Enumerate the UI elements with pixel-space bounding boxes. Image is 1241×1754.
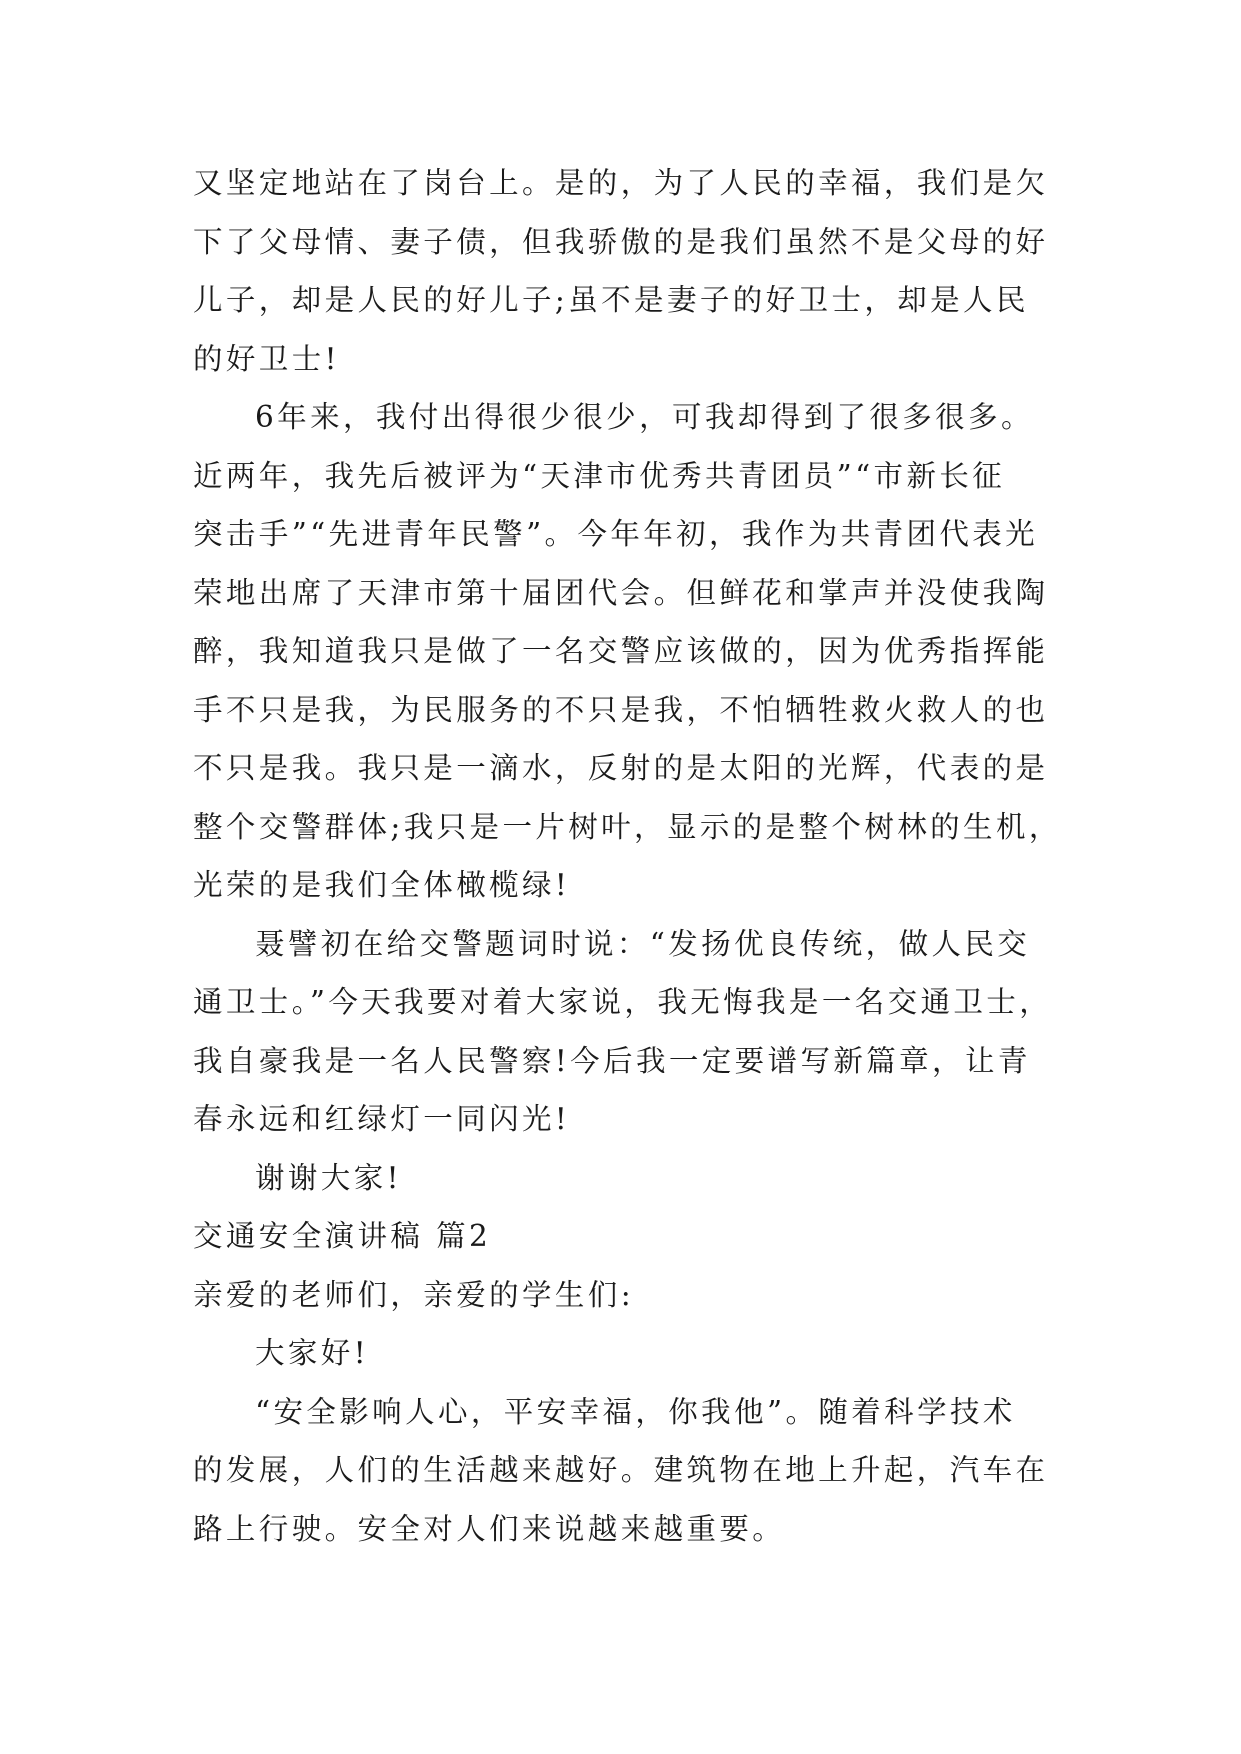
text-line: 的发展，人们的生活越来越好。建筑物在地上升起，汽车在 [193, 1453, 1049, 1487]
greeting: 大家好! [255, 1336, 369, 1370]
text-line: 整个交警群体;我只是一片树叶，显示的是整个树林的生机， [193, 809, 1062, 844]
text-line: 儿子，却是人民的好儿子;虽不是妻子的好卫士，却是人民 [193, 283, 1029, 317]
text-line: 荣地出席了天津市第十届团代会。但鲜花和掌声并没使我陶 [193, 575, 1049, 610]
text-line: 突击手”“先进青年民警”。今年年初，我作为共青团代表光 [193, 517, 1039, 551]
text-line: 通卫士。”今天我要对着大家说，我无悔我是一名交通卫士， [193, 985, 1053, 1019]
section-heading: 交通安全演讲稿 篇2 [193, 1219, 492, 1253]
text-line: 谢谢大家! [255, 1160, 402, 1195]
text-line: “安全影响人心，平安幸福，你我他”。随着科学技术 [255, 1394, 1016, 1429]
text-line: 醉，我知道我只是做了一名交警应该做的，因为优秀指挥能 [193, 634, 1049, 668]
text-line: 近两年，我先后被评为“天津市优秀共青团员”“市新长征 [193, 458, 1006, 493]
text-line: 春永远和红绿灯一同闪光! [193, 1102, 571, 1136]
text-line: 聂譬初在给交警题词时说：“发扬优良传统，做人民交 [255, 926, 1031, 961]
text-line: 不只是我。我只是一滴水，反射的是太阳的光辉，代表的是 [193, 751, 1049, 785]
document-body [193, 154, 1073, 1558]
text-line: 手不只是我，为民服务的不只是我，不怕牺牲救火救人的也 [193, 692, 1049, 727]
text-line: 的好卫士! [193, 341, 340, 376]
text-line: 6年来，我付出得很少很少，可我却得到了很多很多。 [255, 400, 1034, 434]
salutation: 亲爱的老师们，亲爱的学生们: [193, 1277, 635, 1312]
text-line: 路上行驶。安全对人们来说越来越重要。 [193, 1511, 786, 1546]
text-line: 我自豪我是一名人民警察!今后我一定要谱写新篇章，让青 [193, 1043, 1031, 1078]
text-line: 又坚定地站在了岗台上。是的，为了人民的幸福，我们是欠 [193, 166, 1049, 200]
text-line: 光荣的是我们全体橄榄绿! [193, 868, 571, 902]
text-line: 下了父母情、妻子债，但我骄傲的是我们虽然不是父母的好 [193, 224, 1049, 259]
